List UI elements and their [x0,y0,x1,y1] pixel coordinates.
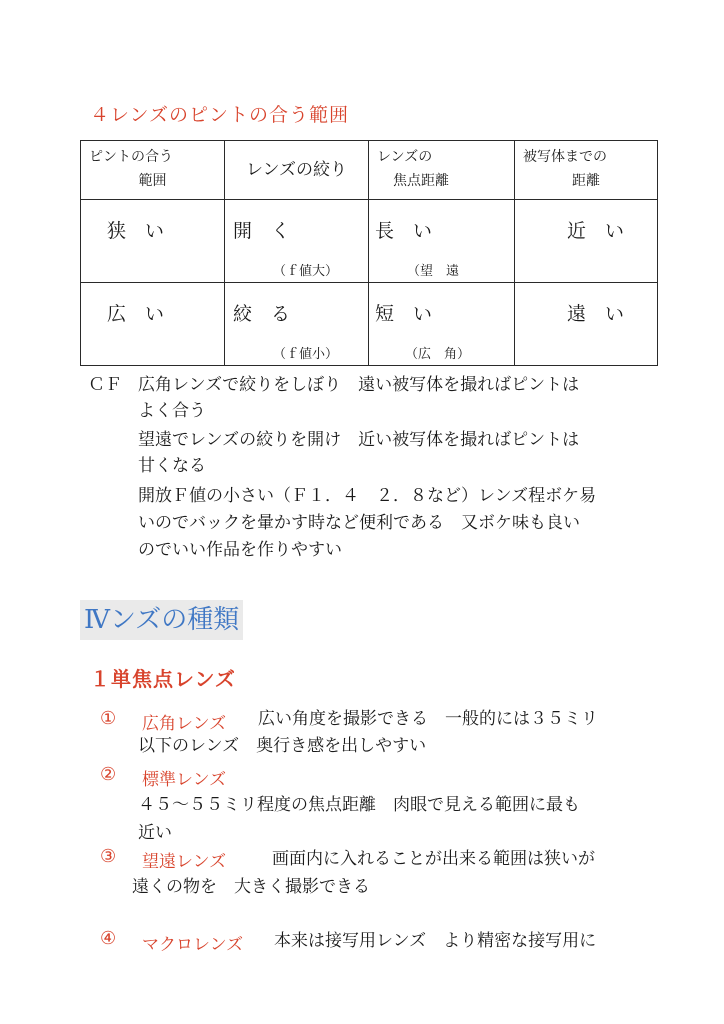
aperture-value: 絞 る [233,303,291,325]
header-aperture [225,141,369,200]
note-line-3: 望遠でレンズの絞りを開け 近い被写体を撮ればピントは [138,430,580,450]
header-focal-length-line1: レンズの [377,149,433,165]
aperture-note: （ｆ値小） [273,347,339,362]
macro-lens-label: マクロレンズ [142,935,244,955]
table-row [81,283,658,366]
cell-focal-length [369,283,515,366]
item-number-1: ① [100,708,117,729]
table-header-row [81,141,658,200]
focal-length-value: 短 い [375,303,433,325]
note-line-6: いのでバックを暈かす時など便利である 又ボケ味も良い [138,513,580,533]
wide-angle-lens-label: 広角レンズ [142,714,227,734]
cell-aperture [225,200,369,283]
focus-range-value: 狭 い [107,220,165,242]
item-number-2: ② [100,764,117,785]
cell-focus-range [81,200,225,283]
cell-aperture [225,283,369,366]
cf-label: ＣＦ [88,375,122,395]
distance-value: 遠 い [567,303,625,325]
distance-value: 近 い [567,220,625,242]
item-number-4: ④ [100,928,117,949]
standard-lens-label: 標準レンズ [142,770,227,790]
section-4-title: ４レンズのピントの合う範囲 [90,104,349,126]
telephoto-lens-text-1: 画面内に入れることが出来る範囲は狭いが [272,849,595,869]
aperture-value: 開 く [233,220,291,242]
header-focal-length-line2: 焦点距離 [393,173,449,189]
cell-distance [515,283,658,366]
header-aperture-line1: レンズの絞り [245,160,348,180]
table-row [81,200,658,283]
focal-length-note: （望 遠 [407,264,460,279]
telephoto-lens-text-2: 遠くの物を 大きく撮影できる [132,877,370,897]
macro-lens-text-1: 本来は接写用レンズ より精密な接写用に [274,931,597,951]
note-line-4: 甘くなる [138,456,206,476]
header-distance-line1: 被写体までの [523,149,607,165]
wide-angle-lens-text-2: 以下のレンズ 奥行き感を出しやすい [138,736,427,756]
header-focal-length [369,141,515,200]
note-line-2: よく合う [138,401,206,421]
standard-lens-text-2: 近い [138,823,172,843]
wide-angle-lens-text-1: 広い角度を撮影できる 一般的には３５ミリ [258,709,598,729]
note-line-5: 開放Ｆ値の小さい（Ｆ１．４ ２．８など）レンズ程ボケ易 [138,486,597,506]
header-distance-line2: 距離 [572,173,600,189]
focus-range-value: 広 い [107,303,165,325]
single-focus-lens-title: １単焦点レンズ [90,667,236,691]
focus-range-table [80,140,658,366]
cell-focal-length [369,200,515,283]
note-line-1: 広角レンズで絞りをしぼり 遠い被写体を撮ればピントは [138,375,580,395]
header-focus-range-line1: ピントの合う [89,149,173,165]
aperture-note: （ｆ値大） [273,264,339,279]
standard-lens-text-1: ４５～５５ミリ程度の焦点距離 肉眼で見える範囲に最も [138,795,580,815]
focal-length-value: 長 い [375,220,433,242]
section-lens-types-title: Ⅳンズの種類 [80,600,243,640]
note-line-7: のでいい作品を作りやすい [138,540,342,560]
cell-distance [515,200,658,283]
item-number-3: ③ [100,846,117,867]
header-focus-range-line2: 範囲 [138,173,167,189]
focal-length-note: （広 角） [405,347,471,362]
header-distance [515,141,658,200]
header-focus-range [81,141,225,200]
cell-focus-range [81,283,225,366]
telephoto-lens-label: 望遠レンズ [142,852,227,872]
